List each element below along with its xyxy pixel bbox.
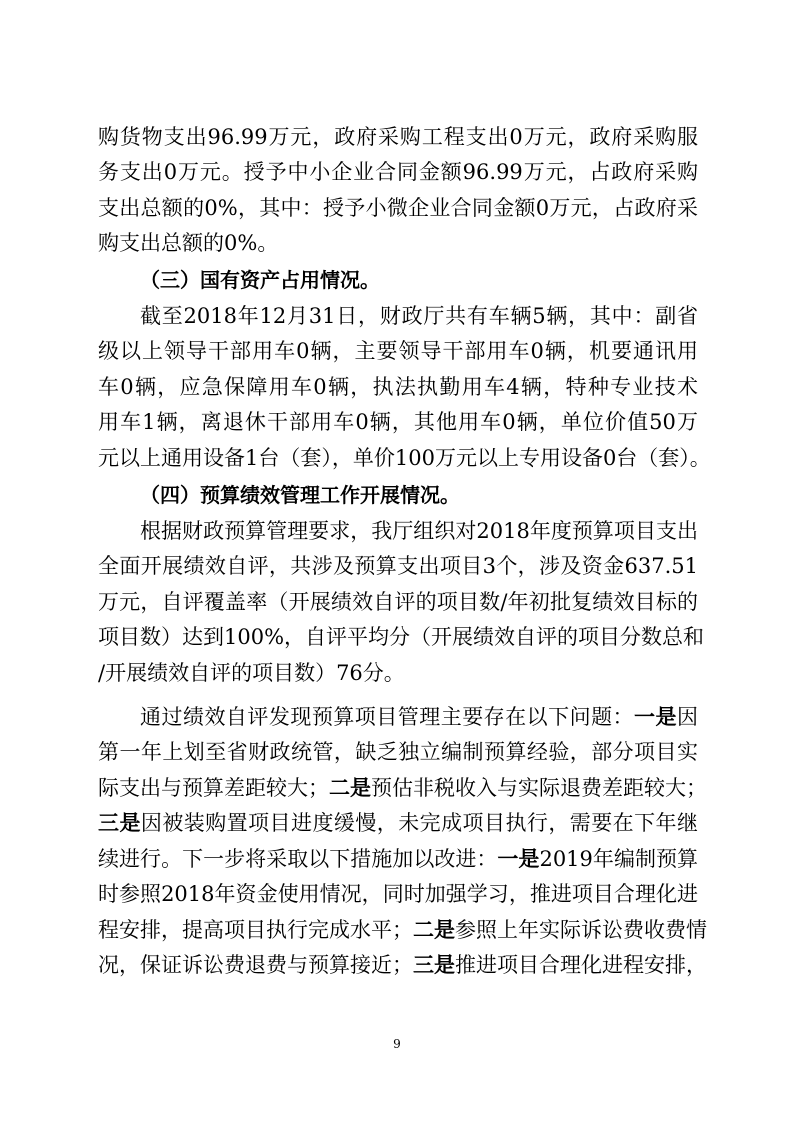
emphasis-text: 三是 (413, 953, 455, 977)
text-run: 况，保证诉讼费退费与预算接近； (98, 953, 413, 977)
emphasis-text: 一是 (497, 847, 540, 871)
body-line: 项目数）达到100%，自评平均分（开展绩效自评的项目分数总和 (98, 625, 705, 649)
body-line: 购支出总额的0%。 (98, 231, 279, 255)
text-run: 通过绩效自评发现预算项目管理主要存在以下问题： (140, 705, 635, 729)
body-line (98, 805, 698, 841)
emphasis-text: 二是 (329, 776, 371, 800)
text-run: 推进项目合理化进程安排， (455, 953, 707, 977)
text-run: 因 (677, 705, 699, 729)
body-line: /开展绩效自评的项目数）76分。 (98, 661, 405, 685)
text-run: 参照上年实际诉讼费收费情 (455, 918, 707, 942)
body-line (98, 947, 707, 983)
body-line: 支出总额的0%，其中：授予小微企业合同金额0万元，占政府采 (98, 196, 698, 220)
body-line: 车0辆，应急保障用车0辆，执法执勤用车4辆，特种专业技术 (98, 375, 698, 399)
text-run: 因被装购置项目进度缓慢，未完成项目执行，需要在下年继 (140, 811, 698, 835)
body-line (98, 770, 707, 806)
body-line: 级以上领导干部用车0辆，主要领导干部用车0辆，机要通讯用 (98, 339, 698, 363)
body-line: 元以上通用设备1台（套），单价100万元以上专用设备0台（套）。 (98, 446, 711, 470)
body-line (98, 841, 698, 877)
emphasis-text: 二是 (413, 918, 455, 942)
body-line: 第一年上划至省财政统管，缺乏独立编制预算经验，部分项目实 (98, 740, 698, 764)
body-line: 万元，自评覆盖率（开展绩效自评的项目数/年初批复绩效目标的 (98, 590, 698, 614)
text-run: 际支出与预算差距较大； (98, 776, 329, 800)
text-run: 续进行。下一步将采取以下措施加以改进： (98, 847, 498, 871)
body-line: 截至2018年12月31日，财政厅共有车辆5辆，其中：副省 (140, 304, 698, 328)
body-line: 全面开展绩效自评，共涉及预算支出项目3个，涉及资金637.51 (98, 554, 698, 578)
body-line: 购货物支出96.99万元，政府采购工程支出0万元，政府采购服 (98, 125, 698, 149)
section-heading: （三）国有资产占用情况。 (140, 268, 380, 292)
text-run: 程安排，提高项目执行完成水平； (98, 918, 413, 942)
page-number: 9 (393, 1037, 401, 1051)
body-line: 务支出0万元。授予中小企业合同金额96.99万元，占政府采购 (98, 160, 698, 184)
text-run: 2019年编制预算 (539, 847, 699, 871)
body-line: 用车1辆，离退休干部用车0辆，其他用车0辆，单位价值50万 (98, 410, 698, 434)
section-heading: （四）预算绩效管理工作开展情况。 (140, 483, 460, 507)
emphasis-text: 三是 (98, 811, 141, 835)
emphasis-text: 一是 (634, 705, 678, 729)
body-line (140, 699, 698, 735)
body-line (98, 912, 707, 948)
text-run: 预估非税收入与实际退费差距较大； (371, 776, 707, 800)
body-line: 时参照2018年资金使用情况，同时加强学习，推进项目合理化进 (98, 882, 698, 906)
body-line: 根据财政预算管理要求，我厅组织对2018年度预算项目支出 (140, 519, 698, 543)
